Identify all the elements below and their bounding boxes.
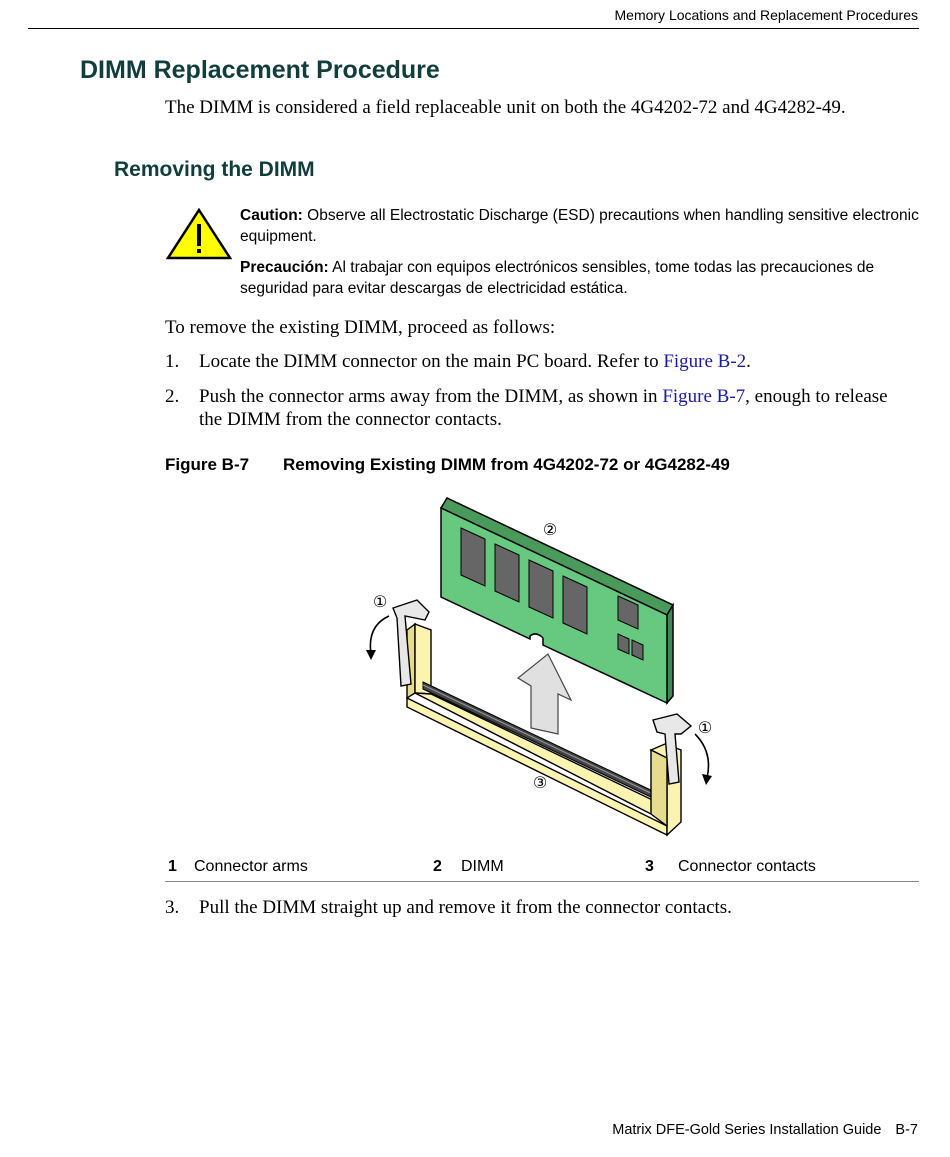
page-number: B-7: [895, 1122, 918, 1138]
figure-b2-link[interactable]: Figure B-2: [663, 351, 747, 372]
precaucion-label: Precaución:: [240, 259, 329, 276]
figure-label: Figure B-7: [165, 455, 250, 474]
guide-title: Matrix DFE-Gold Series Installation Guide: [612, 1122, 882, 1138]
callout-1-left: ①: [372, 592, 388, 611]
step-text-end: .: [746, 351, 751, 372]
rotate-arrow-left: [370, 616, 389, 654]
header-rule: [28, 28, 919, 29]
page-footer: [0, 1122, 918, 1138]
legend-label-1: Connector arms: [194, 858, 308, 875]
caution-text: Observe all Electrostatic Discharge (ESD) precautions when handling sensitive electronic equipment.: [240, 207, 919, 245]
legend-number-2: 2: [433, 858, 442, 875]
precaucion-text: Al trabajar con equipos electrónicos sensibles, tome todas las precauciones de seguridad para evitar descargas de electricidad estática.: [240, 259, 875, 297]
procedure-lead: To remove the existing DIMM, proceed as follows:: [165, 317, 556, 338]
running-header: Memory Locations and Replacement Procedures: [614, 7, 918, 23]
figure-legend: [165, 858, 919, 882]
step-text: Push the connector arms away from the DIMM, as shown in: [199, 386, 663, 407]
legend-number-3: 3: [645, 858, 654, 875]
legend-label-2: DIMM: [461, 858, 504, 875]
rotate-arrow-right: [695, 734, 709, 778]
legend-label-3: Connector contacts: [678, 858, 816, 875]
step-text: Pull the DIMM straight up and remove it from the connector contacts.: [199, 897, 732, 918]
callout-3: ③: [532, 773, 548, 792]
caution-english: [240, 205, 930, 247]
caution-label: Caution:: [240, 207, 303, 224]
step-number: 3.: [165, 897, 180, 918]
subsection-title: Removing the DIMM: [114, 158, 315, 181]
figure-b7-link[interactable]: Figure B-7: [662, 386, 746, 407]
figure-caption: Removing Existing DIMM from 4G4202-72 or 4G4282-49: [283, 455, 730, 474]
step-number: 2.: [165, 386, 180, 407]
callout-2: ②: [542, 520, 558, 539]
legend-rule: [165, 881, 919, 882]
dimm-removal-illustration: [355, 488, 735, 838]
section-title: DIMM Replacement Procedure: [80, 56, 440, 84]
legend-number-1: 1: [168, 858, 177, 875]
lift-arrow: [518, 654, 571, 734]
warning-triangle-icon: [166, 208, 232, 260]
caution-spanish: [240, 257, 930, 299]
step-text: Locate the DIMM connector on the main PC board. Refer to: [199, 351, 664, 372]
section-intro: The DIMM is considered a field replaceable unit on both the 4G4202-72 and 4G4282-49.: [165, 97, 846, 118]
step-text-end: , enough to release the DIMM from the connector contacts.: [199, 386, 888, 430]
callout-1-right: ①: [697, 718, 713, 737]
step-number: 1.: [165, 351, 180, 372]
